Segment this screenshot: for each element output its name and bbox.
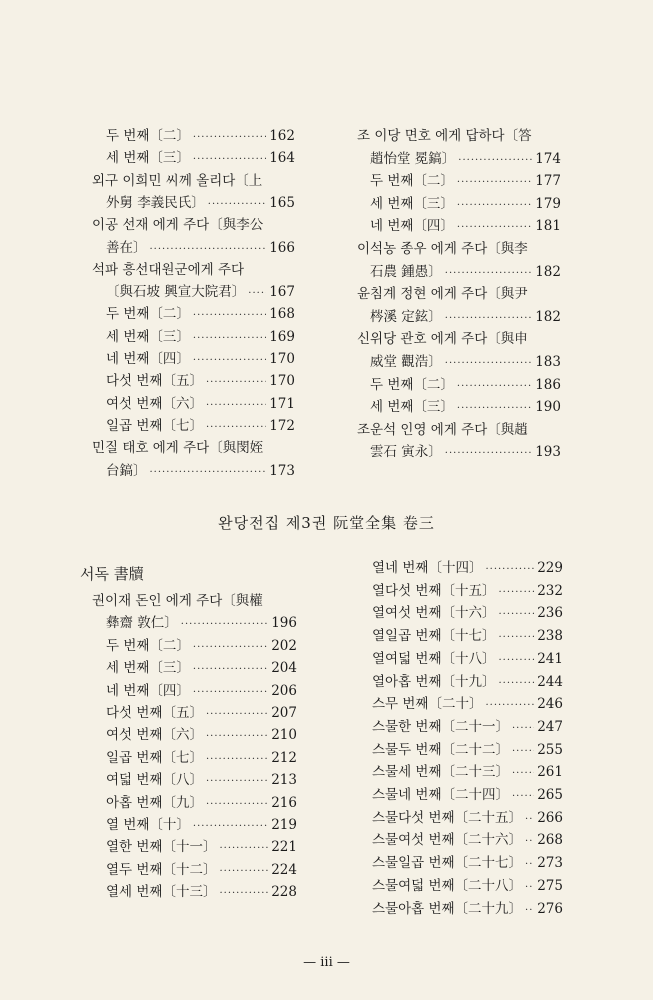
toc-entry-page: 181 <box>535 218 561 235</box>
dot-leader <box>499 674 535 694</box>
toc-entry-title: 스물두 번째〔二十二〕 <box>372 741 509 758</box>
toc-entry-title: 세 번째〔三〕 <box>106 150 190 167</box>
dot-leader <box>193 128 266 148</box>
toc-entry-title: 趙怡堂 冕鎬〕 <box>370 150 456 167</box>
toc-entry-page: 273 <box>537 855 563 872</box>
toc-entry-page: 196 <box>271 615 297 632</box>
toc-entry <box>106 461 295 481</box>
toc-entry <box>370 216 561 236</box>
toc-entry-page: 164 <box>269 150 295 167</box>
dot-leader <box>512 719 534 739</box>
dot-leader <box>457 196 532 216</box>
toc-entry-title: 세 번째〔三〕 <box>370 399 454 416</box>
toc-entry-title: 여섯 번째〔六〕 <box>106 727 203 744</box>
toc-entry <box>106 793 297 813</box>
toc-entry <box>372 785 563 805</box>
dot-leader <box>525 832 534 852</box>
toc-entry <box>370 352 561 372</box>
toc-entry <box>106 703 297 723</box>
dot-leader <box>512 764 534 784</box>
toc-entry-title: 〔與石坡 興宣大院君〕 <box>106 284 246 301</box>
toc-entry <box>372 558 563 578</box>
toc-entry-title: 두 번째〔二〕 <box>106 128 190 144</box>
toc-entry <box>372 694 563 714</box>
dot-leader <box>525 855 534 875</box>
dot-leader <box>525 901 534 921</box>
toc-entry-title: 스물여덟 번째〔二十八〕 <box>372 877 523 894</box>
dot-leader <box>512 787 534 807</box>
toc-entry <box>106 193 295 213</box>
toc-entry-title: 열네 번째〔十四〕 <box>372 560 483 576</box>
toc-entry-page: 255 <box>537 741 563 758</box>
toc-entry <box>370 149 561 169</box>
toc-entry <box>372 717 563 737</box>
toc-entry: 외구 이희민 씨께 올리다〔上 <box>92 172 263 189</box>
toc-entry-page: 232 <box>537 582 563 599</box>
dot-leader <box>525 810 534 830</box>
toc-entry <box>372 899 563 919</box>
toc-entry-title: 두 번째〔二〕 <box>370 376 454 393</box>
toc-entry <box>106 416 295 436</box>
toc-entry-page: 265 <box>537 787 563 803</box>
toc-entry <box>372 876 563 896</box>
toc-entry-page: 172 <box>269 417 295 434</box>
dot-leader <box>206 418 266 438</box>
toc-entry: 이공 선재 에게 주다〔與李公 <box>92 217 264 234</box>
dot-leader <box>485 696 534 716</box>
toc-entry-title: 스물네 번째〔二十四〕 <box>372 787 509 803</box>
toc-entry-page: 169 <box>269 328 295 345</box>
toc-entry-title: 스물다섯 번째〔二十五〕 <box>372 809 523 826</box>
toc-entry-title: 일곱 번째〔七〕 <box>106 417 203 434</box>
dot-leader <box>181 615 268 635</box>
toc-entry <box>370 442 561 462</box>
toc-entry-title: 두 번째〔二〕 <box>106 637 190 654</box>
toc-entry-title: 外舅 李義民氏〕 <box>106 194 205 211</box>
toc-entry-page: 165 <box>269 194 295 211</box>
toc-entry-title: 열 번째〔十〕 <box>106 817 190 833</box>
dot-leader <box>445 444 532 464</box>
toc-entry-title: 열한 번째〔十一〕 <box>106 839 217 856</box>
toc-entry-title: 스물세 번째〔二十三〕 <box>372 764 509 781</box>
toc-entry-page: 186 <box>535 376 561 393</box>
toc-entry-page: 170 <box>269 373 295 390</box>
toc-entry: 권이재 돈인 에게 주다〔與權 <box>92 593 263 609</box>
dot-leader <box>206 727 268 747</box>
toc-entry-title: 세 번째〔三〕 <box>106 660 190 677</box>
toc-entry-page: 174 <box>535 150 561 167</box>
toc-entry <box>372 649 563 669</box>
toc-entry <box>106 394 295 414</box>
toc-entry-title: 다섯 번째〔五〕 <box>106 373 203 390</box>
toc-entry-page: 168 <box>269 306 295 323</box>
toc-entry <box>372 626 563 646</box>
toc-entry-page: 170 <box>269 351 295 367</box>
toc-entry-title: 아홉 번째〔九〕 <box>106 794 203 811</box>
toc-entry <box>370 307 561 327</box>
toc-entry-title: 네 번째〔四〕 <box>106 351 190 367</box>
toc-entry-title: 스물일곱 번째〔二十七〕 <box>372 855 523 872</box>
toc-entry <box>106 282 295 302</box>
toc-entry-title: 彝齋 敦仁〕 <box>106 615 178 632</box>
toc-entry-title: 스무 번째〔二十〕 <box>372 696 483 713</box>
toc-entry-page: 190 <box>535 399 561 416</box>
toc-entry-title: 雲石 寅永〕 <box>370 444 442 461</box>
dot-leader <box>193 660 268 680</box>
toc-entry-title: 네 번째〔四〕 <box>106 682 190 699</box>
toc-entry-page: 219 <box>271 817 297 833</box>
toc-entry-title: 台鎬〕 <box>106 462 147 479</box>
toc-entry-title: 梣溪 定鉉〕 <box>370 308 442 325</box>
toc-entry <box>372 762 563 782</box>
toc-entry <box>370 397 561 417</box>
toc-entry-page: 167 <box>269 284 295 301</box>
toc-entry-page: 268 <box>537 832 563 849</box>
toc-entry <box>106 148 295 168</box>
toc-entry-page: 204 <box>271 660 297 677</box>
dot-leader <box>457 218 532 238</box>
toc-entry-page: 228 <box>271 884 297 901</box>
toc-entry <box>372 672 563 692</box>
toc-entry-title: 열일곱 번째〔十七〕 <box>372 628 496 645</box>
toc-entry-page: 266 <box>537 809 563 826</box>
toc-entry-page: 183 <box>535 354 561 370</box>
dot-leader <box>206 396 266 416</box>
dot-leader <box>193 638 268 658</box>
toc-entry: 조운석 인영 에게 주다〔與趙 <box>357 421 528 438</box>
dot-leader <box>499 605 535 625</box>
toc-entry <box>106 770 297 790</box>
toc-entry <box>372 581 563 601</box>
dot-leader <box>445 354 532 374</box>
dot-leader <box>150 240 267 260</box>
toc-entry-page: 238 <box>537 628 563 645</box>
toc-entry-title: 열세 번째〔十三〕 <box>106 884 217 901</box>
dot-leader <box>445 309 532 329</box>
toc-entry-title: 다섯 번째〔五〕 <box>106 705 203 721</box>
toc-entry-title: 스물여섯 번째〔二十六〕 <box>372 832 523 849</box>
toc-entry <box>106 613 297 633</box>
dot-leader <box>193 351 266 371</box>
toc-entry-page: 171 <box>269 395 295 412</box>
toc-entry-page: 261 <box>537 764 563 781</box>
toc-entry-page: 182 <box>535 263 561 280</box>
toc-entry-page: 229 <box>537 560 563 576</box>
toc-entry-title: 일곱 번째〔七〕 <box>106 749 203 766</box>
dot-leader <box>193 817 268 837</box>
toc-entry-page: 244 <box>537 673 563 690</box>
toc-entry-page: 246 <box>537 696 563 713</box>
toc-entry <box>370 194 561 214</box>
dot-leader <box>499 583 535 603</box>
toc-entry-title: 石農 鍾愚〕 <box>370 263 442 280</box>
toc-entry-page: 182 <box>535 308 561 325</box>
toc-entry-page: 236 <box>537 605 563 622</box>
dot-leader <box>445 264 532 284</box>
toc-entry-page: 213 <box>271 772 297 789</box>
dot-leader <box>193 306 266 326</box>
dot-leader <box>525 878 534 898</box>
dot-leader <box>206 373 266 393</box>
page-number: — iii — <box>303 955 350 970</box>
toc-entry-page: 210 <box>271 727 297 744</box>
dot-leader <box>457 173 532 193</box>
dot-leader <box>193 683 268 703</box>
toc-entry <box>106 636 297 656</box>
toc-entry-page: 212 <box>271 749 297 766</box>
toc-entry <box>372 603 563 623</box>
toc-entry-title: 열두 번째〔十二〕 <box>106 861 217 878</box>
toc-entry-title: 여덟 번째〔八〕 <box>106 772 203 789</box>
toc-entry-title: 스물아홉 번째〔二十九〕 <box>372 900 523 917</box>
toc-entry <box>106 837 297 857</box>
toc-entry <box>372 830 563 850</box>
toc-entry <box>372 740 563 760</box>
dot-leader <box>485 560 534 580</box>
dot-leader <box>193 150 266 170</box>
toc-entry-page: 177 <box>535 173 561 190</box>
section-heading: 서독 書牘 <box>80 565 144 583</box>
toc-entry-page: 207 <box>271 705 297 721</box>
toc-entry-page: 166 <box>269 239 295 256</box>
toc-entry <box>106 304 295 324</box>
dot-leader <box>150 463 267 483</box>
dot-leader <box>219 839 268 859</box>
toc-entry <box>106 238 295 258</box>
toc-entry <box>106 681 297 701</box>
dot-leader <box>499 628 535 648</box>
toc-entry <box>106 371 295 391</box>
toc-entry-page: 179 <box>535 195 561 212</box>
toc-entry <box>106 815 297 835</box>
toc-entry <box>106 860 297 880</box>
toc-entry <box>106 725 297 745</box>
toc-entry-title: 善在〕 <box>106 239 147 256</box>
toc-entry: 윤침계 정현 에게 주다〔與尹 <box>357 286 528 303</box>
toc-entry-page: 216 <box>271 794 297 811</box>
toc-entry <box>106 349 295 369</box>
toc-entry-title: 세 번째〔三〕 <box>370 195 454 212</box>
toc-entry <box>106 748 297 768</box>
toc-entry-title: 열아홉 번째〔十九〕 <box>372 673 496 690</box>
toc-entry-title: 네 번째〔四〕 <box>370 218 454 235</box>
toc-entry-title: 威堂 觀浩〕 <box>370 354 442 370</box>
toc-entry-title: 열여덟 번째〔十八〕 <box>372 650 496 667</box>
toc-entry-page: 206 <box>271 682 297 699</box>
dot-leader <box>208 195 266 215</box>
toc-entry: 민질 태호 에게 주다〔與閔姪 <box>92 440 264 457</box>
toc-entry <box>372 808 563 828</box>
toc-entry: 이석농 종우 에게 주다〔與李 <box>357 241 528 257</box>
dot-leader <box>219 862 268 882</box>
dot-leader <box>193 329 266 349</box>
toc-entry-title: 스물한 번째〔二十一〕 <box>372 718 509 735</box>
toc-entry-title: 두 번째〔二〕 <box>370 173 454 190</box>
toc-entry: 조 이당 면호 에게 답하다〔答 <box>357 128 532 144</box>
dot-leader <box>206 750 268 770</box>
toc-entry-page: 247 <box>537 718 563 735</box>
dot-leader <box>248 284 266 304</box>
toc-entry-page: 202 <box>271 637 297 654</box>
dot-leader <box>458 151 532 171</box>
toc-entry <box>370 171 561 191</box>
toc-entry-page: 173 <box>269 462 295 479</box>
toc-entry: 신위당 관호 에게 주다〔與申 <box>357 331 528 348</box>
toc-entry-title: 열여섯 번째〔十六〕 <box>372 605 496 622</box>
dot-leader <box>219 884 268 904</box>
toc-entry-page: 276 <box>537 900 563 917</box>
toc-entry-page: 162 <box>269 128 295 144</box>
toc-entry <box>372 853 563 873</box>
toc-entry-page: 275 <box>537 877 563 894</box>
dot-leader <box>206 705 268 725</box>
toc-entry-title: 두 번째〔二〕 <box>106 306 190 323</box>
toc-entry <box>106 882 297 902</box>
toc-entry <box>106 126 295 146</box>
toc-entry-page: 241 <box>537 650 563 667</box>
dot-leader <box>457 399 532 419</box>
dot-leader <box>512 742 534 762</box>
volume-title: 완당전집 제3권 阮堂全集 卷三 <box>218 514 435 532</box>
dot-leader <box>457 377 532 397</box>
dot-leader <box>206 795 268 815</box>
toc-entry-title: 열다섯 번째〔十五〕 <box>372 582 496 599</box>
toc-entry-title: 세 번째〔三〕 <box>106 328 190 345</box>
toc-entry <box>106 327 295 347</box>
dot-leader <box>499 651 535 671</box>
toc-entry-page: 221 <box>271 839 297 856</box>
toc-entry-page: 193 <box>535 444 561 461</box>
toc-entry-page: 224 <box>271 861 297 878</box>
toc-entry <box>106 658 297 678</box>
toc-entry: 석파 흥선대원군에게 주다 <box>92 261 245 278</box>
toc-entry <box>370 375 561 395</box>
dot-leader <box>206 772 268 792</box>
toc-entry-title: 여섯 번째〔六〕 <box>106 395 203 412</box>
toc-entry <box>370 262 561 282</box>
